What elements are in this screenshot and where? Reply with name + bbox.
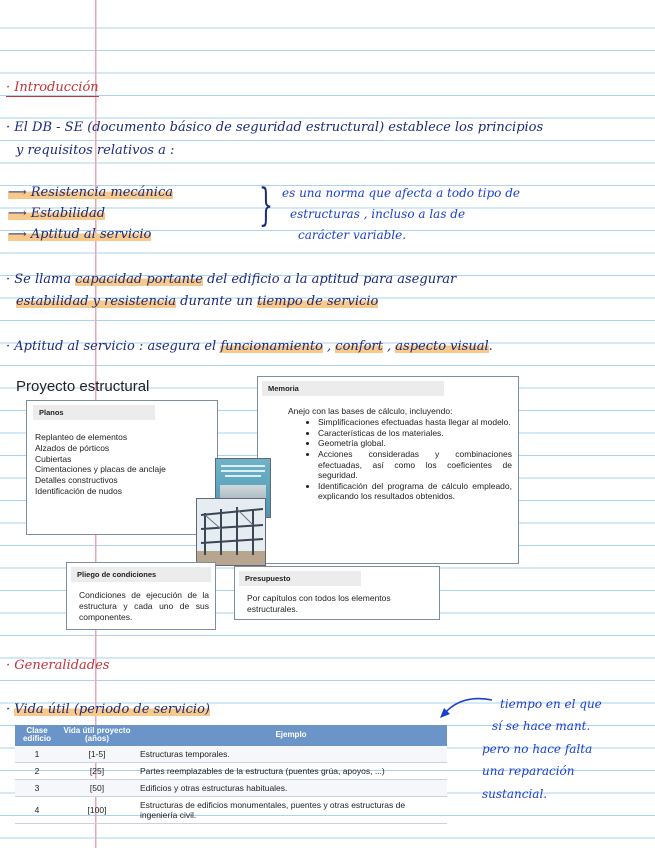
table-row xyxy=(15,746,447,763)
cell-clase: 2 xyxy=(15,762,59,779)
presupuesto-box xyxy=(234,566,440,620)
memoria-list xyxy=(258,417,518,502)
cell-ejemplo: Partes reemplazables de la estructura (puentes grúa, apoyos, ...) xyxy=(135,762,447,779)
vida-util-hl: Vida útil (periodo de servicio) xyxy=(14,702,210,717)
memoria-item: • Identificación del programa de cálculo empleado, explicando los resultados obtenidos. xyxy=(318,481,512,502)
cell-vida: [50] xyxy=(59,779,135,796)
memoria-intro: Anejo con las bases de cálculo, incluyendo: xyxy=(288,406,453,417)
memoria-box xyxy=(257,376,519,564)
cell-clase: 1 xyxy=(15,746,59,763)
memoria-item: • Geometría global. xyxy=(318,438,512,449)
capacidad-hl-tiempo: tiempo de servicio xyxy=(257,294,379,309)
vida-util-bullet: · xyxy=(6,702,15,717)
aptitud-sep-2: , xyxy=(382,339,396,354)
planos-item: Replanteo de elementos xyxy=(35,432,128,443)
pliego-box xyxy=(66,562,216,630)
side-note-4: una reparación xyxy=(482,764,575,778)
pliego-header: Pliego de condiciones xyxy=(71,567,211,582)
proyecto-estructural-title: Proyecto estructural xyxy=(16,378,150,395)
memoria-item: • Simplificaciones efectuadas hasta llegar al modelo. xyxy=(318,417,512,428)
req-estabilidad-text: ⟶ Estabilidad xyxy=(8,206,106,221)
req-resistencia xyxy=(8,185,173,200)
aptitud-line xyxy=(6,339,493,354)
presupuesto-header: Presupuesto xyxy=(239,571,361,586)
cell-vida: [100] xyxy=(59,796,135,823)
cell-clase: 3 xyxy=(15,779,59,796)
memoria-header: Memoria xyxy=(262,381,444,396)
book-cover-title-bar xyxy=(221,470,265,472)
req-resistencia-text: ⟶ Resistencia mecánica xyxy=(8,185,173,200)
presupuesto-text: Por capítulos con todos los elementos estructurales. xyxy=(247,593,391,614)
aptitud-pre: · Aptitud al servicio : asegura el xyxy=(6,339,221,354)
planos-item: Alzados de pórticos xyxy=(35,443,110,453)
steel-structure-photo xyxy=(196,498,266,566)
memoria-item: • Acciones consideradas y combinaciones efectuadas, así como los coeficientes de seguridad. xyxy=(318,449,512,481)
capacidad-term: capacidad portante xyxy=(75,272,203,287)
planos-item: Cubiertas xyxy=(35,453,72,464)
capacidad-line-1 xyxy=(6,272,456,287)
capacidad-line-2 xyxy=(16,294,378,309)
table-row xyxy=(15,762,447,779)
planos-item: Cimentaciones y placas de anclaje xyxy=(35,464,166,475)
book-cover-title-bar xyxy=(221,465,265,467)
norm-note-3: carácter variable. xyxy=(298,228,407,242)
aptitud-hl-confort: confort xyxy=(335,339,383,354)
table-header-row xyxy=(15,725,447,746)
aptitud-hl-aspecto: aspecto visual xyxy=(395,339,489,354)
cell-ejemplo: Estructuras de edificios monumentales, puentes y otras estructuras de ingeniería civil. xyxy=(135,796,447,823)
header-ejemplo: Ejemplo xyxy=(135,725,447,746)
book-cover-title-bar xyxy=(225,475,261,477)
curly-brace-icon: } xyxy=(259,180,273,231)
cell-vida: [25] xyxy=(59,762,135,779)
cell-ejemplo: Estructuras temporales. xyxy=(135,746,447,763)
capacidad-mid2: durante un xyxy=(176,294,258,309)
vida-util-line xyxy=(6,702,210,717)
req-aptitud xyxy=(8,227,151,242)
norm-note-2: estructuras , incluso a las de xyxy=(290,207,466,221)
cell-clase: 4 xyxy=(15,796,59,823)
planos-item: Identificación de nudos xyxy=(35,485,122,496)
aptitud-end: . xyxy=(488,339,493,354)
req-aptitud-text: ⟶ Aptitud al servicio xyxy=(8,227,152,242)
table-row xyxy=(15,779,447,796)
capacidad-pre: · Se llama xyxy=(6,272,76,287)
cell-ejemplo: Edificios y otras estructuras habituales. xyxy=(135,779,447,796)
generalidades-title: · Generalidades xyxy=(6,658,110,673)
req-estabilidad xyxy=(8,206,105,221)
planos-header: Planos xyxy=(33,405,155,420)
aptitud-sep-1: , xyxy=(322,339,336,354)
side-note-5: sustancial. xyxy=(482,787,548,801)
header-clase: Clase edificio xyxy=(15,725,59,746)
side-note-1: tiempo en el que xyxy=(500,697,602,711)
intro-title: · Introducción xyxy=(6,80,99,95)
cell-vida: [1-5] xyxy=(59,746,135,763)
header-vida-util: Vida útil proyecto (años) xyxy=(59,725,135,746)
steel-structure-icon xyxy=(197,499,266,566)
capacidad-mid: del edificio a la aptitud para asegurar xyxy=(202,272,457,287)
planos-box xyxy=(26,400,218,535)
side-note-3: pero no hace falta xyxy=(482,742,593,756)
side-note-2: sí se hace mant. xyxy=(492,719,591,733)
note-line-requisitos: y requisitos relativos a : xyxy=(16,143,175,158)
norm-note-1: es una norma que afecta a todo tipo de xyxy=(282,186,520,200)
aptitud-hl-funcionamiento: funcionamiento xyxy=(220,339,323,354)
capacidad-hl-estabilidad: estabilidad y resistencia xyxy=(16,294,177,309)
planos-list xyxy=(27,424,217,496)
table-row xyxy=(15,796,447,823)
vida-util-table xyxy=(15,725,447,824)
memoria-item: • Características de los materiales. xyxy=(318,428,512,439)
planos-item: Detalles constructivos xyxy=(35,474,118,485)
curved-arrow-icon xyxy=(438,694,494,720)
note-line-db-se: · El DB - SE (documento básico de seguridad estructural) establece los principios xyxy=(6,120,544,135)
pliego-text: Condiciones de ejecución de la estructura y cada uno de sus componentes. xyxy=(79,590,209,622)
